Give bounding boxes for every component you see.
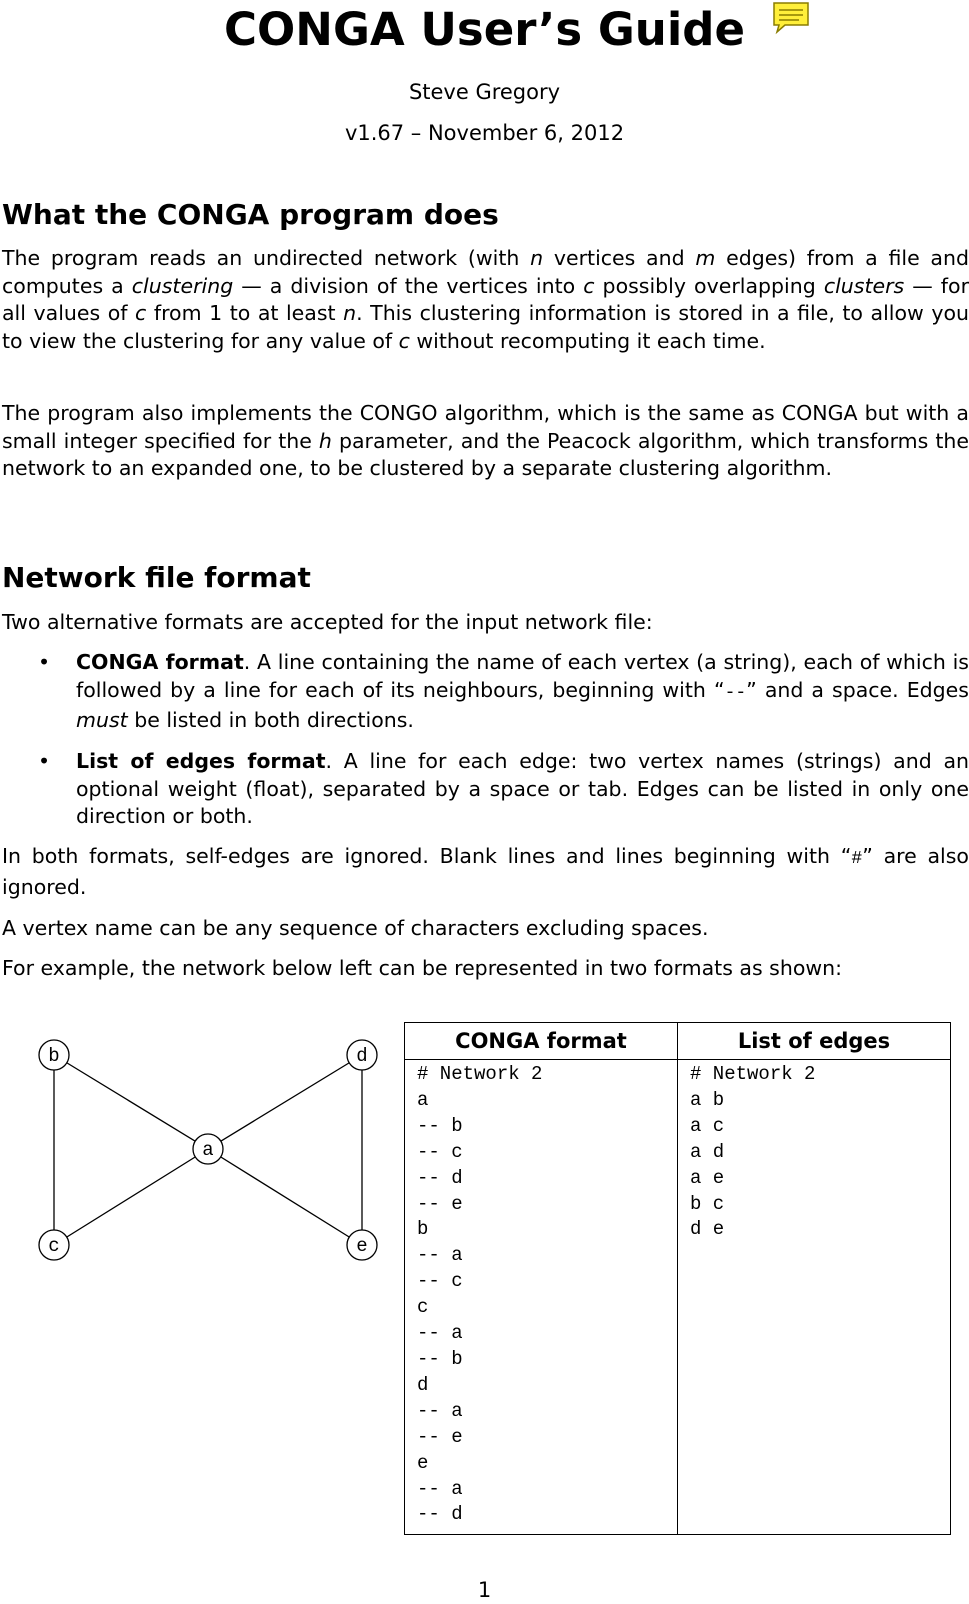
graph-edge-a-e [208,1149,362,1245]
edge-list-line: a e [690,1166,725,1189]
bullet-dot: • [38,650,51,674]
page-number: 1 [477,1578,492,1602]
bullet-dot: • [38,749,51,773]
paragraph-vertex-name: A vertex name can be any sequence of characters excluding spaces. [2,916,709,940]
table-header-list-of-edges: List of edges [678,1023,951,1060]
section-heading-what-conga-does: What the CONGA program does [2,198,499,231]
author-name: Steve Gregory [408,80,561,104]
conga-format-line: b [417,1218,429,1241]
graph-node-label-c: c [48,1235,60,1257]
conga-format-line: # Network 2 [417,1063,543,1085]
document-title: CONGA User’s Guide [224,3,745,56]
conga-format-line: -- a [417,1399,463,1422]
paragraph-program-description: The program reads an undirected network (with n vertices and m edges) from a file and computes a clustering — a division of the vertices into c possibly overlapping clusters — for all values of c from 1 to at least n. This clustering information is stored in a file, to allow you to view the clustering for any value of c without recomputing it each time. [2,246,969,353]
paragraph-congo-peacock: The program also implements the CONGO algorithm, which is the same as CONGA but with a small integer specified for the h parameter, and the Peacock algorithm, which transforms the network to an expanded one, to be clustered by a separate clustering algorithm. [2,401,969,481]
edge-list-line: a b [690,1088,725,1111]
graph-node-label-a: a [202,1139,214,1161]
conga-format-line: -- a [417,1477,463,1500]
graph-node-label-e: e [356,1235,368,1257]
graph-edge-a-b [54,1055,208,1149]
conga-format-cell [405,1060,678,1535]
edge-list-line: b c [690,1192,725,1215]
section-heading-network-file-format: Network file format [2,561,311,594]
conga-format-line: -- a [417,1322,463,1345]
graph-edge-a-c [54,1149,208,1245]
conga-format-line: c [417,1296,429,1319]
conga-format-line: -- e [417,1192,463,1215]
conga-format-line: -- d [417,1166,463,1189]
edge-list-line: a d [690,1140,725,1163]
edge-list-line: d e [690,1218,725,1241]
paragraph-ignored-lines: In both formats, self-edges are ignored. Blank lines and lines beginning with “#” are also ignored. [2,844,969,899]
bullet-conga-format: • CONGA format. A line containing the name of each vertex (a string), each of which is followed by a line for each of its neighbours, beginning with “--” and a space. Edges must be listed in both directions. [38,650,969,733]
conga-format-line: -- a [417,1244,463,1267]
network-graph-figure [30,1015,390,1275]
conga-format-line: -- d [417,1503,463,1526]
version-date: v1.67 – November 6, 2012 [344,121,625,145]
conga-format-line: -- c [417,1270,463,1293]
format-comparison-table [404,1022,951,1535]
bullet-list-of-edges-format: • List of edges format. A line for each edge: two vertex names (strings) and an optional weight (float), separated by a space or tab. Edges can be listed in only one direction or both. [38,749,969,829]
graph-node-label-b: b [48,1045,60,1067]
conga-format-line: -- e [417,1425,463,1448]
conga-format-line: -- b [417,1347,463,1370]
conga-format-line: e [417,1451,429,1474]
paragraph-format-intro: Two alternative formats are accepted for the input network file: [2,610,653,634]
graph-edge-a-d [208,1055,362,1149]
conga-format-line: a [417,1088,429,1111]
conga-format-line: -- b [417,1114,463,1137]
graph-node-label-d: d [356,1045,368,1067]
table-header-conga-format: CONGA format [405,1023,678,1060]
conga-format-line: d [417,1373,429,1396]
edge-list-line: # Network 2 [690,1063,816,1085]
paragraph-example-intro: For example, the network below left can be represented in two formats as shown: [2,956,843,980]
comment-note-icon[interactable] [771,0,811,36]
edge-list-line: a c [690,1114,725,1137]
list-of-edges-cell [678,1060,951,1535]
conga-format-line: -- c [417,1140,463,1163]
